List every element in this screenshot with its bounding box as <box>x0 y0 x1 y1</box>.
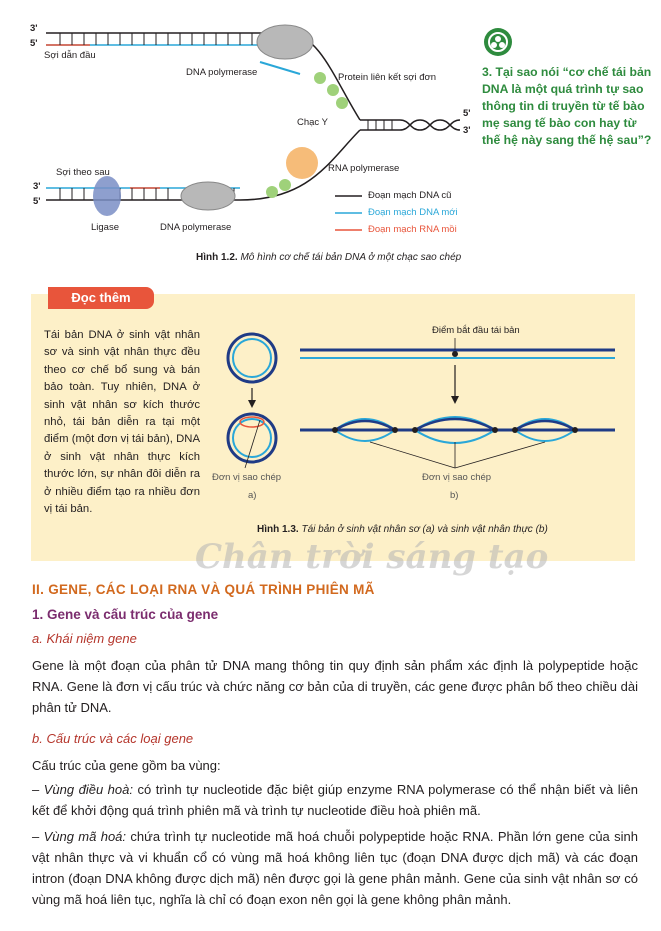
label-3prime-bottom: 3' <box>33 181 41 192</box>
replication-units-diagram <box>205 320 635 520</box>
right-3prime: 3' <box>463 125 471 136</box>
subsection-1-title: 1. Gene và cấu trúc của gene <box>32 607 219 622</box>
right-5prime: 5' <box>463 108 471 119</box>
figure-1-2-caption: Hình 1.2. Mô hình cơ chế tái bản DNA ở một chạc sao chép <box>196 252 462 263</box>
legend-rna-primer: Đoạn mạch RNA mồi <box>368 224 457 235</box>
read-more-text: Tái bản DNA ở sinh vật nhân sơ và sinh vật nhân thực đều theo cơ chế bổ sung và bán bảo toàn. Tuy nhiên, DNA ở sinh vật nhân sơ kích thước nhỏ, tái bản diễn ra tại một điểm (một đơn vị tái bản), DNA ở sinh vật nhân thực kích thước lớn, sự nhân đôi diễn ra ở nhiều điểm tạo ra nhiều đơn vị tái bản. <box>44 329 200 516</box>
label-5prime-bottom: 5' <box>33 196 41 207</box>
watermark-text: Chân trời sáng tạo <box>195 537 549 577</box>
read-more-tab: Đọc thêm <box>48 287 154 309</box>
subsection-a-title: a. Khái niệm gene <box>32 631 137 646</box>
panel-a-label: a) <box>248 490 257 501</box>
origin-label: Điểm bắt đầu tái bản <box>432 325 520 336</box>
question-3: 3. Tại sao nói “cơ chế tái bản DNA là một quá trình tự sao thông tin di truyền từ tế bào mẹ sang tế bào con hay từ thế hệ này sang thế hệ sau”? <box>482 65 652 147</box>
fork-label: Chạc Y <box>297 117 328 128</box>
section-title: II. GENE, CÁC LOẠI RNA VÀ QUÁ TRÌNH PHIÊN MÃ <box>32 582 375 597</box>
figure-1-3-caption: Hình 1.3. Tái bản ở sinh vật nhân sơ (a) và sinh vật nhân thực (b) <box>257 524 548 535</box>
unit-label-a: Đơn vị sao chép <box>212 472 282 483</box>
panel-b-label: b) <box>450 490 459 501</box>
legend-old-dna: Đoạn mạch DNA cũ <box>368 190 452 201</box>
paragraph-regulatory-region <box>32 779 638 821</box>
leading-strand-label: Sợi dẫn đầu <box>44 50 96 61</box>
paragraph-coding-region <box>32 826 638 910</box>
paragraph-structure-intro: Cấu trúc của gene gồm ba vùng: <box>32 758 221 773</box>
regulatory-region-term: – Vùng điều hoà: <box>32 782 133 797</box>
dna-polymerase-bottom-label: DNA polymerase <box>160 222 232 233</box>
lagging-strand-label: Sợi theo sau <box>56 167 110 178</box>
paragraph-gene-definition: Gene là một đoạn của phân tử DNA mang thông tin quy định sản phẩm xác định là polypeptide hoặc RNA. Gene là đơn vị cấu trúc và chức năng cơ bản của di truyền, các gene được phân bố theo chiều dài phân tử DNA. <box>32 658 638 715</box>
ligase-label: Ligase <box>91 222 119 233</box>
regulatory-region-text: có trình tự nucleotide đặc biệt giúp enzyme RNA polymerase có thể nhận biết và liên kết để khởi động quá trình phiên mã và trình tự nucleotide điều hoà phiên mã. <box>32 782 638 818</box>
label-3prime-top: 3' <box>30 23 38 34</box>
dna-polymerase-top-label: DNA polymerase <box>186 67 258 78</box>
legend-new-dna: Đoạn mạch DNA mới <box>368 207 458 218</box>
coding-region-text: chứa trình tự nucleotide mã hoá chuỗi polypeptide hoặc RNA. Phần lớn gene của sinh vật nhân thực và vi khuẩn cổ có vùng mã hoá không liên tục (đoạn DNA được dịch mã) và các đoạn intron (đoạn DNA không được dịch mã) nên được gọi là gene phân mảnh. Gene của sinh vật nhân sơ có vùng mã hoá liên tục, nghĩa là chỉ có đoạn exon nên gọi là gene không phân mảnh. <box>32 829 638 907</box>
coding-region-term: – Vùng mã hoá: <box>32 829 127 844</box>
subsection-b-title: b. Cấu trúc và các loại gene <box>32 731 194 746</box>
ssb-protein-label: Protein liên kết sợi đơn <box>338 72 437 83</box>
green-question-badge-icon <box>484 28 512 56</box>
unit-label-b: Đơn vị sao chép <box>422 472 492 483</box>
label-5prime-top: 5' <box>30 38 38 49</box>
rna-polymerase-label: RNA polymerase <box>328 163 400 174</box>
